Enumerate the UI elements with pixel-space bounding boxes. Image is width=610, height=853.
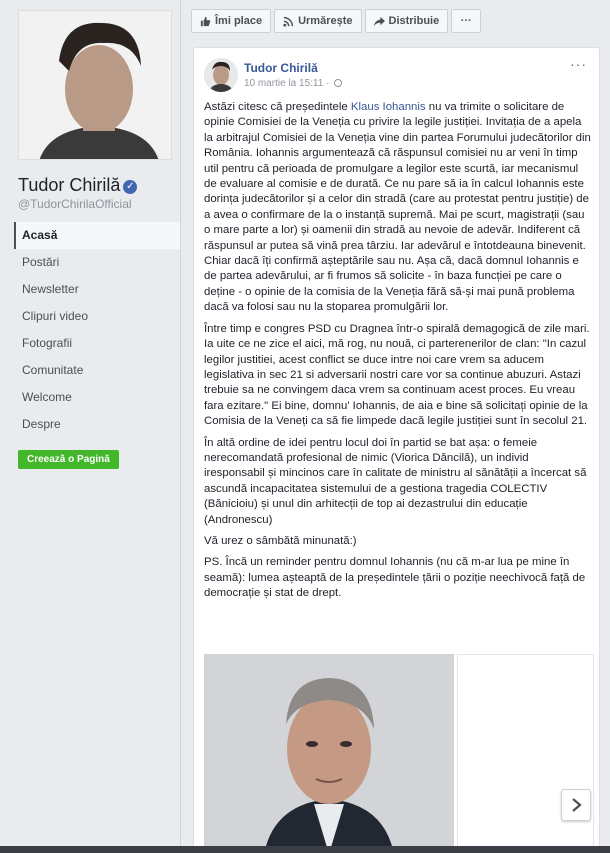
nav-item-newsletter[interactable]: Newsletter bbox=[22, 282, 79, 296]
left-column bbox=[0, 0, 180, 853]
author-avatar[interactable] bbox=[204, 58, 238, 92]
nav-item-postari[interactable]: Postări bbox=[22, 255, 60, 269]
page-actions-bar bbox=[191, 9, 481, 33]
verified-badge-icon: ✓ bbox=[123, 180, 137, 194]
next-photo-button[interactable] bbox=[561, 789, 591, 821]
page-handle[interactable]: @TudorChirilaOfficial bbox=[18, 197, 132, 211]
post-author[interactable]: Tudor Chirilă bbox=[244, 61, 318, 75]
post-paragraph-1: Astăzi citesc că președintele Klaus Iohannis nu va trimite o solicitare de opinie Comisiei de la Veneția cu privire la legile justiției. Invitația de a apela la arbitrajul Comisiei de la Veneția vine din partea Forumului judecătorilor din România. Iohannis argumentează că răspunsul comisiei nu ar veni în timp util pentru că perioada de promulgare a legilor este scurtă, iar mecanismul de evaluare al comisie e de durată. Ce nu pare să ia în calcul Iohannis este dorința judecătorilor și a celor din stradă (care au protestat pentru justiție) de a avea o confirmare de la o instanță supremă. Mai pe scurt, magistrații (sau o mare parte a lor) și oamenii din stradă au nevoie de adevăr. Indiferent că răspunsul ar putea să vină prea târziu. Iar adevărul e întotdeauna binevenit. Chiar dacă îți confirmă așteptările sau nu. Așa că, dacă domnul Iohannis e de partea adevărului, ar fi frumos să solicite - în baza funcției pe care o deține - o opinie de la comisia de la Veneția fără să-și mai pună problema dacă va folosi sau nu la stoparea promulgării lor. bbox=[204, 101, 591, 314]
chevron-right-icon bbox=[570, 798, 582, 812]
nav-item-fotografii[interactable]: Fotografii bbox=[22, 336, 73, 350]
taskbar-edge bbox=[0, 846, 610, 853]
profile-picture[interactable] bbox=[18, 10, 172, 160]
globe-icon bbox=[334, 79, 342, 87]
create-page-button[interactable]: Creează o Pagină bbox=[18, 450, 119, 469]
like-button[interactable]: Îmi place bbox=[191, 9, 271, 33]
post-card bbox=[193, 47, 600, 853]
nav-item-comunitate[interactable]: Comunitate bbox=[22, 363, 84, 377]
post-menu-button[interactable]: ··· bbox=[570, 56, 587, 72]
rss-icon bbox=[283, 16, 294, 27]
post-paragraph-3: În altă ordine de idei pentru locul doi în partid se bat așa: o femeie nerecomandată profesional de nimic (Viorica Dăncilă), un individ iresponsabil și mincinos care în calitate de ministru al sănătății a încercat să ascundă incapacitatea sistemului de a gestiona tragedia COLECTIV (Bănicioiu) și unul din arhitecții de top ai dezastrului din educație (Andronescu) bbox=[204, 436, 587, 526]
page-title[interactable]: Tudor Chirilă ✓ bbox=[18, 175, 137, 196]
mention-link[interactable]: Klaus Iohannis bbox=[350, 101, 426, 113]
share-arrow-icon bbox=[374, 16, 385, 27]
nav-item-despre[interactable]: Despre bbox=[22, 417, 61, 431]
post-body bbox=[204, 100, 592, 608]
share-button[interactable]: Distribuie bbox=[365, 9, 449, 33]
more-options-button[interactable]: ··· bbox=[451, 9, 481, 33]
post-photo[interactable] bbox=[204, 654, 454, 853]
post-photo-secondary[interactable] bbox=[457, 654, 594, 853]
page-nav bbox=[14, 222, 180, 438]
nav-item-welcome[interactable]: Welcome bbox=[22, 390, 72, 404]
nav-item-clipuri-video[interactable]: Clipuri video bbox=[22, 309, 89, 323]
follow-button[interactable]: Urmărește bbox=[274, 9, 361, 33]
thumbs-up-icon bbox=[200, 16, 211, 27]
nav-item-acasa[interactable]: Acasă bbox=[14, 222, 180, 249]
post-paragraph-4: Vă urez o sâmbătă minunată:) bbox=[204, 534, 357, 547]
post-paragraph-2: Între timp e congres PSD cu Dragnea într-o spirală demagogică de zile mari. Ia uite ce ne zice el aici, mă rog, nu nouă, ci parterenerilor de clan: "In cazul legilor justitiei, acest conflict se duce intre noi care vrem sa aducem legislativa in sec 21 si adversarii nostri care vor sa continue abuzuri. Astazi trebuie sa ne convingem daca vrem sa continuam acest proces. Eu vreau fara ezitare." Ei bine, domnu' Iohannis, de aia e bine să solicitați opinie de la Comisia de la Veneți ca să fie limpede dacă legile justiției sunt în secolul 21. bbox=[204, 322, 590, 428]
post-paragraph-5: PS. Încă un reminder pentru domnul Iohannis (nu că m-ar lua pe mine în seamă): lumea așteaptă de la președintele țării o poziție neechivocă față de democrație și stat de drept. bbox=[204, 556, 586, 600]
post-timestamp[interactable]: 10 martie la 15:11 · bbox=[244, 78, 342, 89]
